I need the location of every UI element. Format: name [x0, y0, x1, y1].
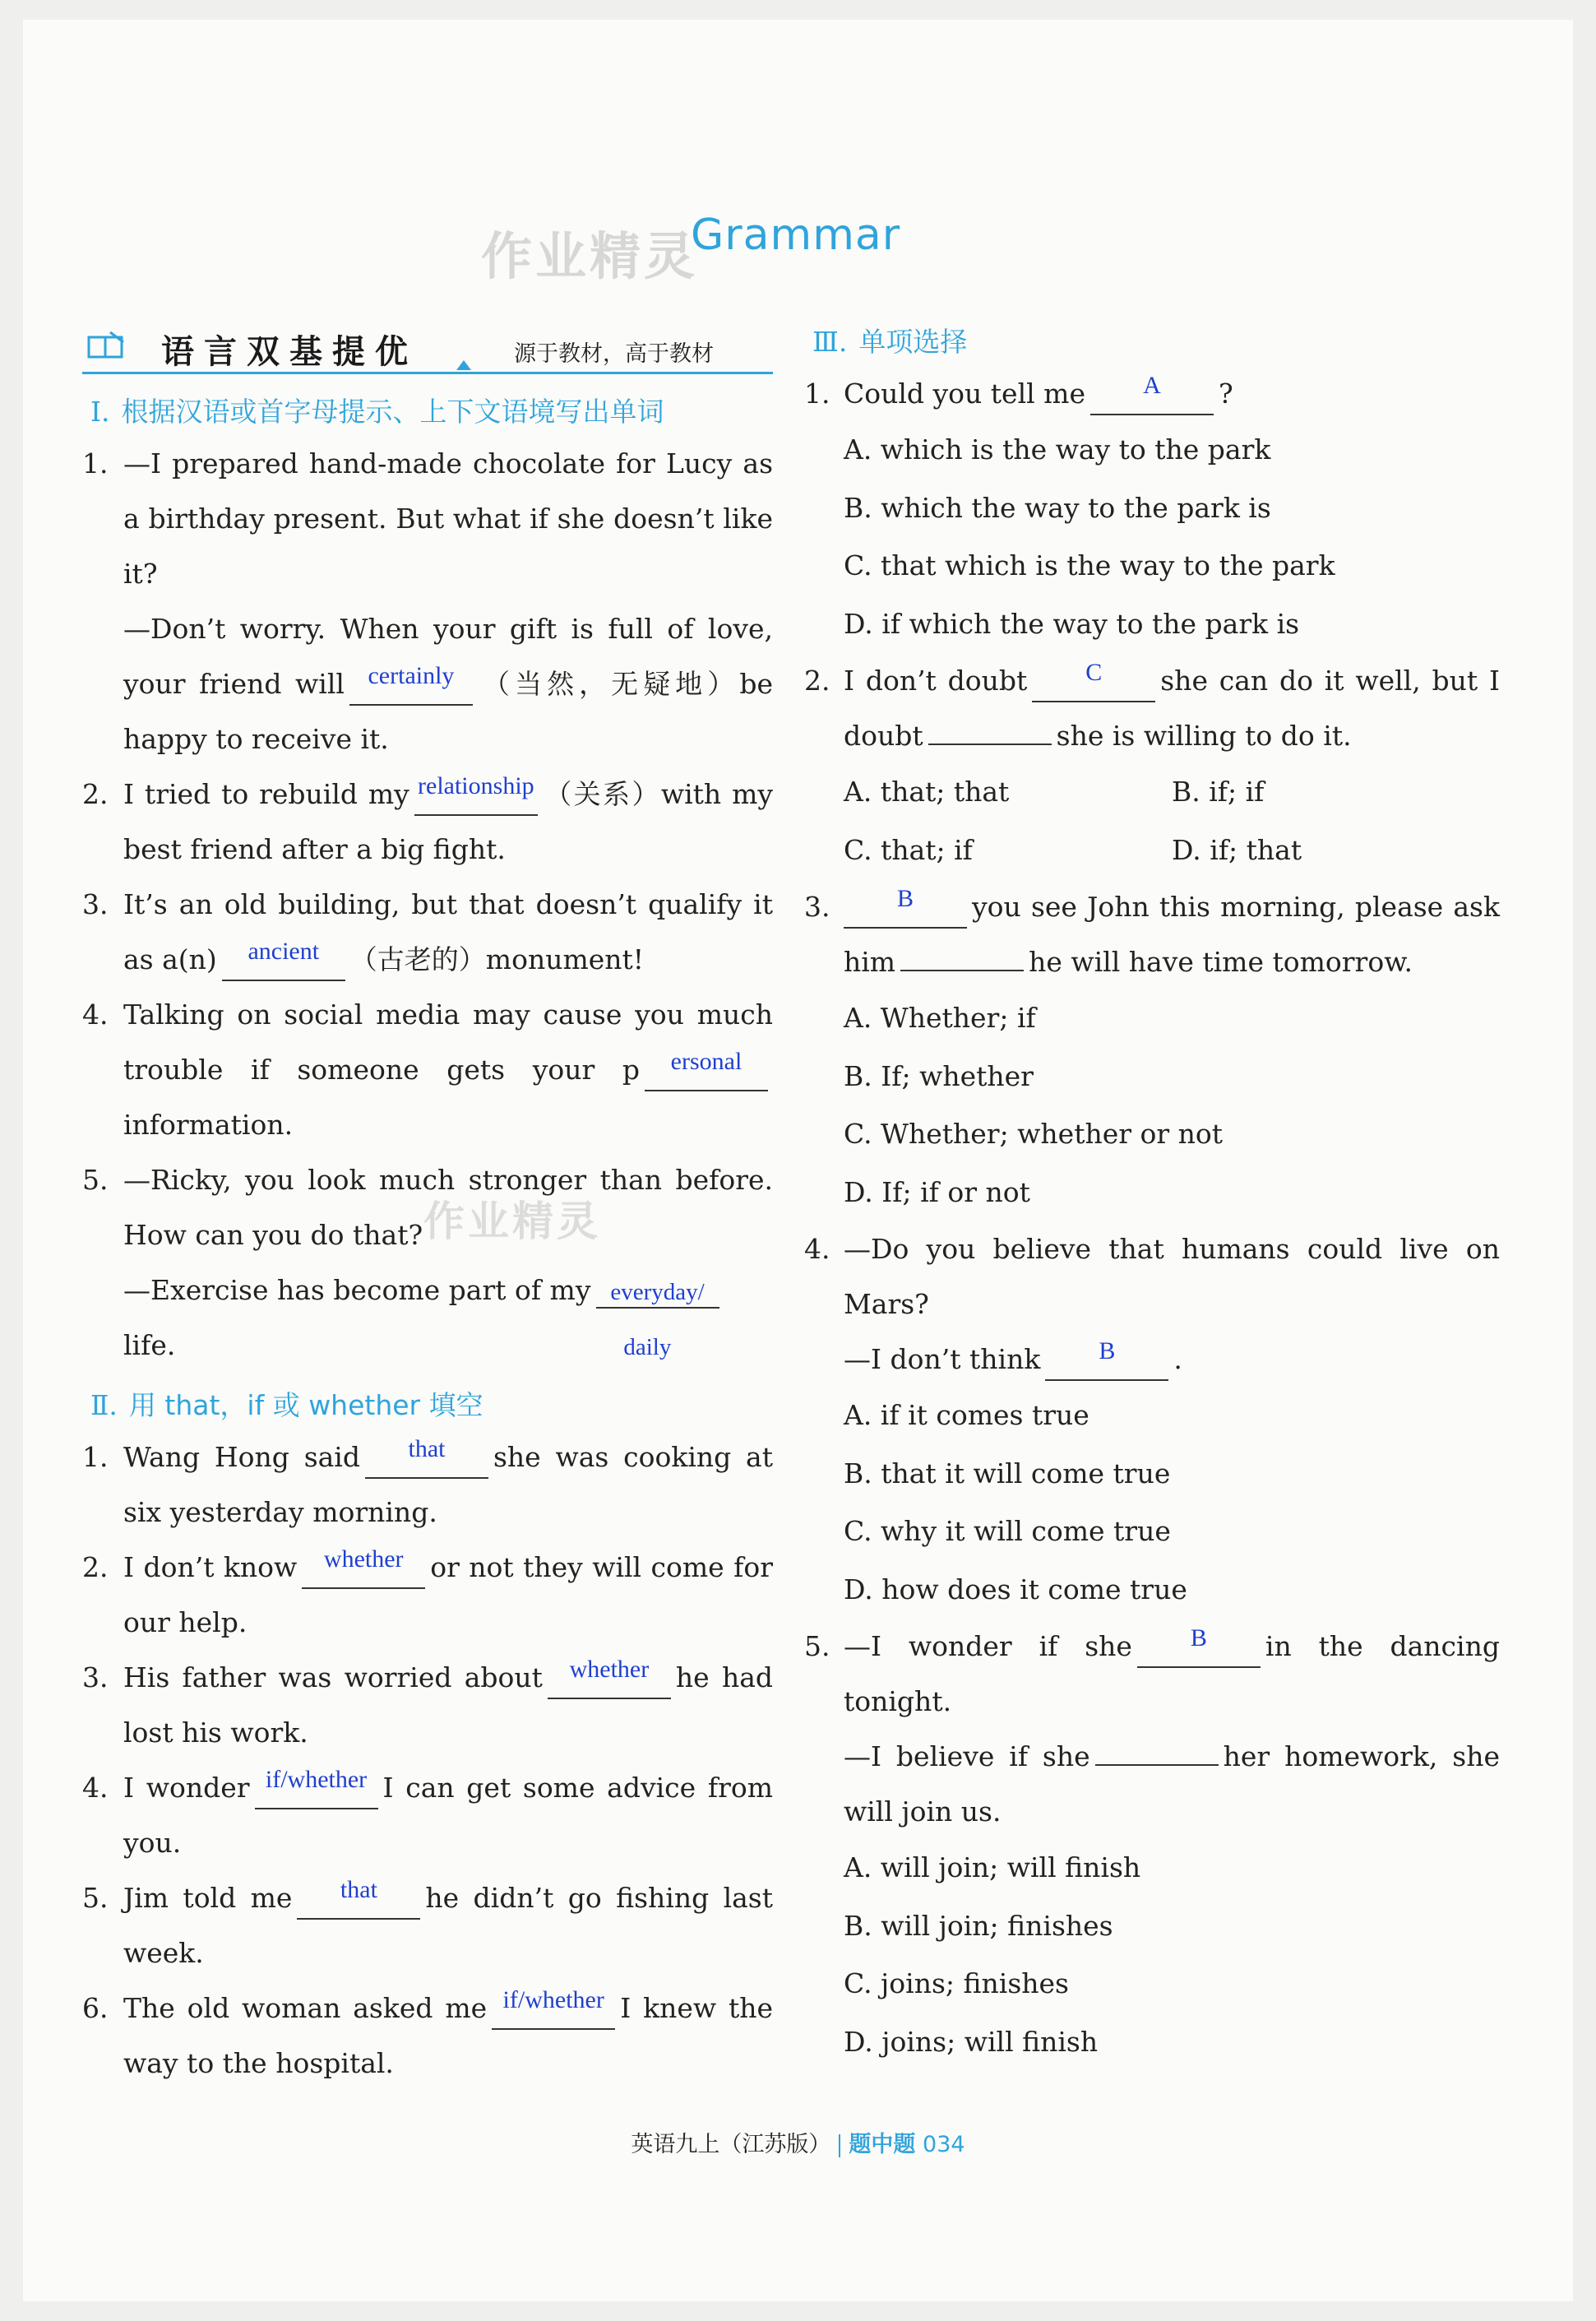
question: 1. —I prepared hand-made chocolate for Lucy as a birthday present. But what if she doesn’t like it? —Don’t worry. When your gift is full of love, your friend will certainly （当然，无疑地）be happy to receive it. [82, 447, 773, 755]
option[interactable]: B. will join; finishes [844, 1909, 1113, 1942]
answer-blank[interactable]: B [1045, 1341, 1168, 1381]
question: 1. Could you tell me A ? [804, 366, 1500, 421]
book-name: 英语九上（江苏版） [631, 2132, 831, 2157]
option-row [804, 822, 1500, 880]
option[interactable]: A. Whether; if [844, 1002, 1036, 1034]
option[interactable]: D. joins; will finish [844, 2025, 1099, 2058]
part3-heading: Ⅲ. 单项选择 [812, 326, 968, 358]
option[interactable]: B. if; if [1172, 776, 1265, 808]
section-title: 语言双基提优 [161, 333, 418, 371]
answer-blank[interactable]: that [297, 1880, 420, 1920]
answer-blank[interactable]: that [365, 1439, 488, 1479]
question: 1. Wang Hong said that she was cooking at six yesterday morning. [82, 1435, 773, 1528]
question: 4. Talking on social media may cause you much trouble if someone gets your p ersonal information. [82, 998, 773, 1141]
answer-blank[interactable]: whether [548, 1660, 671, 1699]
option[interactable]: B. that it will come true [844, 1457, 1171, 1489]
option[interactable]: C. why it will come true [844, 1515, 1171, 1547]
answer-blank[interactable]: whether [302, 1550, 425, 1589]
part2-list [82, 1429, 773, 2091]
watermark: 作业精灵 [423, 1198, 601, 1245]
answer-blank[interactable]: A [1090, 376, 1214, 415]
answer-blank[interactable]: everyday/ [596, 1275, 719, 1309]
question: 5. —Ricky, you look much stronger than before. How can you do that? —Exercise has become part of my everyday/ life. daily [82, 1164, 773, 1361]
question: 4. I wonder if/whether I can get some advice from you. [82, 1766, 774, 1859]
question: 3. His father was worried about whether he had lost his work. [82, 1656, 773, 1749]
option[interactable]: B. If; whether [844, 1059, 1034, 1092]
option[interactable]: C. joins; finishes [844, 1967, 1069, 1999]
answer-blank[interactable] [1095, 1764, 1219, 1766]
option[interactable]: A. will join; will finish [844, 1851, 1141, 1883]
question: 6. The old woman asked me if/whether I knew the way to the hospital. [82, 1986, 774, 2079]
answer-blank[interactable]: if/whether [492, 1990, 615, 2030]
book-icon [87, 331, 125, 360]
triangle-marker [456, 360, 471, 370]
question: 2. I don’t know whether or not they will come for our help. [82, 1545, 773, 1638]
option[interactable]: D. if which the way to the park is [844, 607, 1300, 640]
part1-heading: Ⅰ. 根据汉语或首字母提示、上下文语境写出单词 [90, 396, 664, 428]
series-tag: 题中题 [849, 2132, 916, 2157]
answer-blank[interactable]: C [1032, 663, 1155, 702]
answer-blank[interactable]: B [1137, 1628, 1261, 1668]
answer-blank[interactable]: B [844, 889, 967, 929]
option[interactable]: C. that which is the way to the park [844, 549, 1335, 581]
option[interactable]: A. if it comes true [844, 1399, 1089, 1431]
answer-blank[interactable]: certainly [349, 666, 473, 706]
option[interactable]: A. which is the way to the park [844, 433, 1271, 466]
question: 5. —I wonder if she B in the dancing tonight. —I believe if she her homework, she will join us. [804, 1624, 1500, 1828]
question: 2. I don’t doubt C she can do it well, but I doubt she is willing to do it. [804, 659, 1500, 752]
answer-blank[interactable]: if/whether [255, 1770, 378, 1809]
section-header [82, 321, 773, 374]
answer-blank[interactable]: relationship [414, 776, 538, 816]
right-column [804, 321, 1500, 2071]
question: 2. I tried to rebuild my relationship （关系）with my best friend after a big fight. [82, 772, 774, 865]
question: 5. Jim told me that he didn’t go fishing last week. [82, 1876, 773, 1969]
page-title: Grammar [691, 211, 901, 260]
part2-heading: Ⅱ. 用 that，if 或 whether 填空 [90, 1389, 483, 1421]
question: 3. B you see John this morning, please ask him he will have time tomorrow. [804, 885, 1500, 978]
watermark: 作业精灵 [481, 226, 699, 286]
divider [839, 2134, 840, 2157]
section-subtitle: 源于教材，高于教材 [514, 341, 714, 367]
option[interactable]: B. which the way to the park is [844, 491, 1271, 524]
answer-blank[interactable]: ersonal [645, 1052, 768, 1091]
option[interactable]: A. that; that [844, 776, 1010, 808]
option[interactable]: D. if; that [1172, 833, 1302, 866]
question: 3. It’s an old building, but that doesn’t qualify it as a(n) ancient （古老的）monument! [82, 877, 773, 987]
option[interactable]: D. If; if or not [844, 1175, 1030, 1208]
answer-blank[interactable]: ancient [222, 942, 345, 981]
answer-blank[interactable] [900, 970, 1024, 971]
page-number: 034 [923, 2132, 965, 2157]
option[interactable]: C. that; if [844, 833, 973, 866]
option[interactable]: D. how does it come true [844, 1573, 1187, 1605]
answer-blank[interactable] [928, 744, 1052, 745]
option-row [804, 763, 1500, 822]
option[interactable]: C. Whether; whether or not [844, 1118, 1224, 1150]
question: 4. —Do you believe that humans could live on Mars? —I don’t think B . [804, 1221, 1500, 1387]
page-footer [0, 2126, 1596, 2158]
